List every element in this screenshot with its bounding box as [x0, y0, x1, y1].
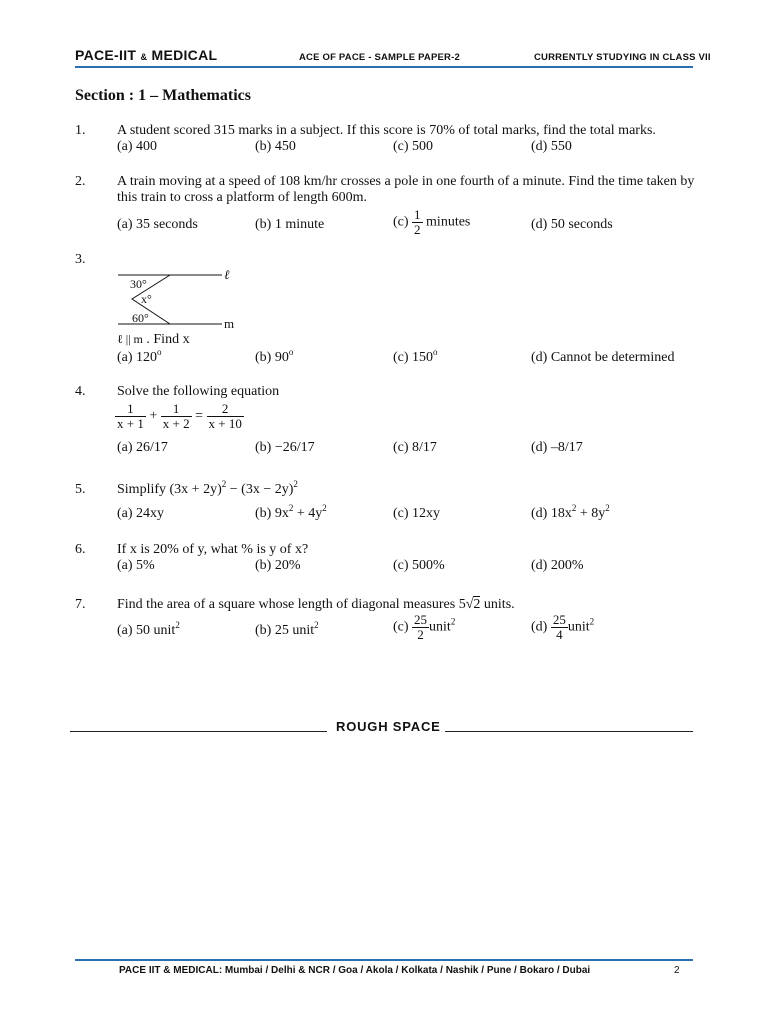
exponent: 2: [571, 503, 577, 513]
denominator: x + 10: [208, 416, 242, 431]
exponent: 2: [221, 479, 227, 489]
class-label: CURRENTLY STUDYING IN CLASS VII: [534, 52, 711, 63]
page-number: 2: [674, 965, 680, 976]
angle-30: 30°: [130, 277, 147, 291]
fraction: [412, 613, 429, 642]
fraction: [412, 208, 423, 237]
option-c: [393, 208, 470, 237]
option-a: (a) 26/17: [117, 440, 168, 455]
option-a: (a) 400: [117, 139, 158, 154]
question-text: A student scored 315 marks in a subject. If this score is 70% of total marks, find the total marks.: [117, 123, 656, 138]
parallel-lines-figure: [110, 266, 250, 338]
exponent: 2: [293, 479, 298, 489]
option-c: [393, 347, 438, 366]
angle-x: x°: [141, 292, 152, 306]
footer-centers: PACE IIT & MEDICAL: Mumbai / Delhi & NCR / Goa / Akola / Kolkata / Nashik / Pune / Bokaro / Dubai: [119, 965, 591, 976]
logo-main: PACE-IIT: [75, 47, 137, 63]
question-text: Solve the following equation: [117, 384, 280, 399]
fraction-3: [207, 402, 244, 431]
option-a-text: (a) 50 unit: [117, 623, 176, 638]
rough-line-right: [445, 731, 693, 732]
question-number: 1.: [75, 123, 86, 138]
option-d: (d) 550: [531, 139, 572, 154]
option-c-label: (c): [393, 619, 409, 635]
plus-sign: +: [149, 408, 158, 424]
degree-sup: o: [157, 347, 162, 357]
numerator: 1: [127, 401, 134, 416]
option-b: (b) 20%: [255, 558, 301, 573]
question-number: 5.: [75, 482, 86, 497]
sqrt-symbol: √: [465, 597, 474, 612]
exponent: 2: [322, 503, 327, 513]
parallel-statement: ℓ || m: [117, 332, 143, 346]
option-a: (a) 35 seconds: [117, 217, 198, 232]
expr-a: (3x + 2y): [169, 482, 222, 497]
question-number: 2.: [75, 174, 86, 189]
logo-sub: MEDICAL: [151, 47, 218, 63]
question-text: [117, 479, 298, 498]
question-text: [117, 331, 190, 348]
exponent: 2: [314, 620, 319, 630]
unit-label: unit: [567, 619, 590, 635]
option-b: (b) 1 minute: [255, 217, 325, 232]
denominator: 2: [412, 627, 429, 642]
units-label: units.: [483, 597, 515, 612]
option-b: [255, 503, 327, 522]
section-title: Section : 1 – Mathematics: [75, 87, 251, 104]
option-c: (c) 12xy: [393, 506, 441, 521]
exponent: 2: [605, 503, 610, 513]
denominator: x + 2: [162, 416, 190, 431]
rough-line-left: [70, 731, 327, 732]
option-b: (b) 450: [255, 139, 296, 154]
denominator: 4: [551, 627, 568, 642]
option-c-text: (c) 150: [393, 350, 434, 365]
degree-sup: o: [288, 347, 294, 357]
option-c: (c) 500%: [393, 558, 445, 573]
fraction: [551, 613, 568, 642]
radicand: 2: [473, 597, 481, 612]
question-number: 6.: [75, 542, 86, 557]
option-d-mid: + 8y: [576, 506, 606, 521]
option-a-text: (a) 120: [117, 350, 158, 365]
numerator: 25: [552, 612, 566, 627]
footer-rule: [75, 959, 693, 961]
option-c: [393, 613, 455, 642]
option-d: [531, 613, 594, 642]
line-m-label: m: [224, 316, 235, 331]
exponent: 2: [589, 616, 595, 627]
option-b: (b) −26/17: [255, 440, 315, 455]
option-c: (c) 500: [393, 139, 434, 154]
angle-60: 60°: [132, 311, 149, 325]
numerator: 25: [414, 612, 428, 627]
question-text: If x is 20% of y, what % is y of x?: [117, 542, 309, 557]
radical-coefficient: 5: [458, 597, 466, 612]
option-c: (c) 8/17: [393, 440, 437, 455]
exponent: 2: [288, 503, 294, 513]
question-number: 7.: [75, 597, 86, 612]
numerator: 2: [221, 401, 229, 416]
option-a: (a) 24xy: [117, 506, 165, 521]
option-c-unit: minutes: [426, 214, 471, 230]
option-a: [117, 620, 180, 639]
exponent: 2: [450, 616, 456, 627]
option-d: (d) Cannot be determined: [531, 350, 675, 365]
degree-sup: o: [433, 347, 438, 357]
option-b-text: (b) 25 unit: [255, 623, 315, 638]
option-a: [117, 347, 162, 366]
paper-title: ACE OF PACE - SAMPLE PAPER-2: [299, 52, 460, 63]
rough-space-label: ROUGH SPACE: [336, 719, 441, 734]
expr-b: (3x − 2y): [241, 482, 294, 497]
option-b: [255, 347, 294, 366]
numerator: 1: [414, 207, 421, 222]
option-b: [255, 620, 319, 639]
unit-label: unit: [429, 619, 451, 635]
question-number: 4.: [75, 384, 86, 399]
option-d: (d) 200%: [531, 558, 584, 573]
option-d-text: (d) 18x: [531, 506, 572, 521]
denominator: x + 1: [117, 416, 144, 431]
question-text: A train moving at a speed of 108 km/hr crosses a pole in one fourth of a minute. Find the time taken by this train to cross a platform of length 600m.: [117, 174, 695, 205]
brand-logo: [75, 47, 217, 63]
option-b-text: (b) 9x: [255, 506, 289, 521]
numerator: 1: [172, 401, 180, 416]
exponent: 2: [175, 620, 180, 630]
question-text: [117, 597, 515, 613]
option-b-mid: + 4y: [293, 506, 323, 521]
fraction-1: [115, 402, 146, 431]
logo-amp: &: [140, 52, 148, 62]
find-x: . Find x: [146, 332, 190, 347]
equals-sign: =: [195, 408, 203, 424]
equation: [115, 402, 244, 431]
question-body: Find the area of a square whose length of diagonal measures: [117, 597, 456, 612]
option-d: (d) –8/17: [531, 440, 583, 455]
line-l-label: ℓ: [224, 267, 230, 282]
simplify-label: Simplify: [117, 482, 167, 497]
option-d: [531, 503, 610, 522]
option-a: (a) 5%: [117, 558, 155, 573]
option-d-label: (d): [531, 619, 548, 635]
header-rule: [75, 66, 693, 68]
fraction-2: [161, 402, 192, 431]
option-c-label: (c): [393, 214, 409, 230]
option-b-text: (b) 90: [255, 350, 289, 365]
option-d: (d) 50 seconds: [531, 217, 613, 232]
denominator: 2: [414, 222, 421, 237]
question-number: 3.: [75, 252, 86, 267]
minus-sign: −: [226, 482, 242, 497]
